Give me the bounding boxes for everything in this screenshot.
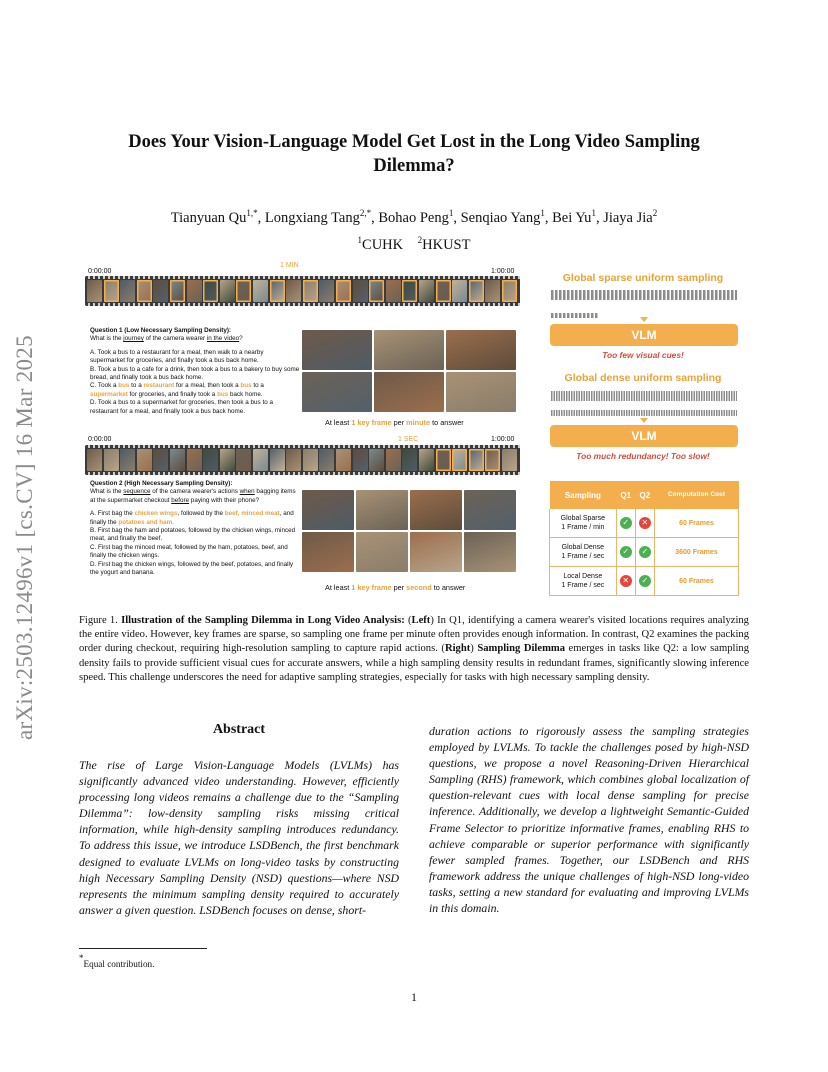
table-row: Global Sparse 1 Frame / min ✓ ✕ 60 Frames — [550, 509, 739, 538]
author-name: Tianyuan $Qu^{1,*}$ — [170, 208, 258, 226]
author-list: Tianyuan $Qu^{1,*}$, Longxiang Tang$^{2,*}$, Bohao Peng$^1$, Senqiao Yang$^1$, Bei Yu$^1$, Jiaya Jia$^2$ — [170, 208, 658, 226]
abstract-right-column: duration actions to rigorously assess the sampling strategies employed by LVLMs. To tackle the challenges posed by high-NSD questions, we propose a novel Reasoning-Driven Hierarchical Sampling (RHS) framework, which combines global localization of question-relevant cues with local dense sampling for precise inference. Additionally, we develop a lightweight Semantic-Guided Frame Selector to prioritize informative frames, enabling RHS to achieve comparable or superior performance with significantly fewer sampled frames. Together, our LSDBench and RHS framework address the unique challenges of high-NSD long-video tasks, setting a new standard for evaluating and improving LVLMs in this domain. — [429, 724, 749, 916]
check-icon: ✓ — [620, 517, 632, 529]
keyframe-photo — [374, 330, 444, 370]
keyframe-photo — [356, 490, 408, 530]
q1-option-c: C. Took a bus to a restaurant for a meal, then took a bus to a supermarket for groceries, and finally took a bus back home. — [90, 382, 264, 398]
dense-warning: Too much redundancy! Too slow! — [576, 451, 710, 461]
q2-heading: Question 2 (High Necessary Sampling Density): — [90, 480, 233, 487]
video-frame — [170, 280, 185, 302]
film-strip-2 — [85, 445, 520, 475]
video-frame — [319, 280, 334, 302]
video-frame — [436, 280, 451, 302]
author-name: Bohao Peng$^1$ — [378, 208, 454, 226]
video-frame — [153, 449, 168, 471]
video-frame — [270, 449, 285, 471]
video-frame — [270, 280, 285, 302]
q2-option-a: A. First bag the chicken wings, followed by the beef, minced meat, and finally the potatoes and ham. — [90, 510, 294, 526]
question-2 — [90, 480, 300, 577]
q1-option-d: D. Took a bus to a supermarket for groceries, then took a bus to a restaurant for a meal, and finally took a bus back home. — [90, 399, 273, 415]
film1-interval: 1 MIN — [280, 262, 299, 269]
q1-prompt: What is the journey of the camera wearer in the video? — [90, 335, 243, 343]
video-frame — [286, 280, 301, 302]
video-frame — [485, 449, 500, 471]
down-arrow-icon — [640, 317, 648, 322]
keyframe-photo — [302, 372, 372, 412]
video-frame — [137, 280, 152, 302]
video-frame — [502, 280, 517, 302]
q2-option-b: B. First bag the ham and potatoes, followed by the chicken wings, minced meat, and finally the beef. — [90, 527, 296, 543]
video-frame — [120, 449, 135, 471]
video-frame — [220, 449, 235, 471]
sparse-warning: Too few visual cues! — [602, 350, 684, 360]
affiliations: $^1$CUHK $^2$HKUST — [357, 235, 471, 253]
film1-end: 1:00:00 — [491, 268, 515, 275]
video-frame — [319, 449, 334, 471]
video-frame — [104, 449, 119, 471]
video-frame — [303, 280, 318, 302]
question-1 — [90, 327, 300, 416]
film2-end: 1:00:00 — [491, 436, 515, 443]
keyframe-photo — [464, 490, 516, 530]
author-name: Jiaya Jia$^2$ — [603, 208, 658, 226]
video-frame — [353, 449, 368, 471]
video-frame — [120, 280, 135, 302]
q2-option-d: D. First bag the chicken wings, followed by the beef, potatoes, and finally the yogurt and banana. — [90, 560, 294, 577]
video-frame — [253, 280, 268, 302]
vlm-box-1: VLM — [550, 324, 738, 346]
keyframe-photo — [302, 490, 354, 530]
affiliation: CUHK — [362, 237, 404, 253]
keyframe-photo — [464, 532, 516, 572]
down-arrow-icon — [640, 418, 648, 423]
q2-prompt: What is the sequence of the camera wearer's actions when bagging items at the supermarket checkout before paying with their phone? — [90, 488, 296, 504]
footnote-rule — [79, 948, 207, 949]
keyframe-photo — [302, 330, 372, 370]
video-frame — [419, 449, 434, 471]
video-frame — [170, 449, 185, 471]
sparse-frames-bar — [551, 290, 737, 300]
video-frame — [336, 280, 351, 302]
q2-option-c: C. First bag the minced meat, followed by the ham, potatoes, beef, and finally the chicken wings. — [90, 543, 288, 560]
video-frame — [353, 280, 368, 302]
sparse-selected-frames — [551, 313, 599, 318]
vlm-box-2: VLM — [550, 425, 738, 447]
keyframe-photo — [410, 490, 462, 530]
q1-option-b: B. Took a bus to a cafe for a drink, then took a bus to a bakery to buy some bread, and finally took a bus back home. — [90, 365, 300, 382]
q1-option-a: A. Took a bus to a restaurant for a meal, then walk to a nearby supermarket for groceries, and finally took a bus back home. — [90, 348, 264, 365]
video-frame — [336, 449, 351, 471]
video-frame — [452, 449, 467, 471]
video-frame — [203, 280, 218, 302]
check-icon: ✓ — [639, 575, 651, 587]
video-frame — [203, 449, 218, 471]
dense-selected-frames — [551, 410, 737, 416]
table-row: Global Dense 1 Frame / sec ✓ ✓ 3600 Frames — [550, 538, 739, 567]
cross-icon: ✕ — [639, 517, 651, 529]
film2-start: 0:00:00 — [88, 436, 112, 443]
sparse-sampling-title: Global sparse uniform sampling — [562, 272, 724, 284]
keyframe-photo — [446, 372, 516, 412]
author-name: Longxiang Tang$^{2,*}$ — [264, 208, 372, 226]
video-frame — [137, 449, 152, 471]
film2-interval: 1 SEC — [398, 436, 419, 443]
video-frame — [286, 449, 301, 471]
figure-caption: Figure 1. Illustration of the Sampling Dilemma in Long Video Analysis: (Left) In Q1, identifying a camera wearer's visited locations requires analyzing the entire video. However, key frames are sparse, so sampling one frame per minute often provides enough information. In contrast, Q2 examines the packing order during checkout, requiring high-resolution sampling to capture rapid actions. (Right) Sampling Dilemma emerges in tasks like Q2: a low sampling density fails to provide sufficient visual cues for accurate answers, while a high sampling density results in redundant frames, significantly slowing inference speed. This challenge underscores the need for adaptive sampling strategies, especially for tasks with high necessary sampling density. — [79, 615, 749, 683]
video-frame — [469, 449, 484, 471]
keyframe-photo — [446, 330, 516, 370]
video-frame — [87, 449, 102, 471]
video-frame — [87, 280, 102, 302]
check-icon: ✓ — [620, 546, 632, 558]
paper-title: Does Your Vision-Language Model Get Lost in the Long Video Sampling Dilemma? — [128, 132, 700, 176]
video-frame — [303, 449, 318, 471]
keyframe-photo — [410, 532, 462, 572]
video-frame — [452, 280, 467, 302]
author-name: Senqiao Yang$^1$ — [460, 208, 545, 226]
video-frame — [402, 449, 417, 471]
video-frame — [402, 280, 417, 302]
footnote: *Equal contribution. — [79, 953, 155, 969]
q1-answer-note: At least 1 key frame per minute to answer — [325, 418, 464, 427]
video-frame — [236, 449, 251, 471]
video-frame — [236, 280, 251, 302]
q2-answer-note: At least 1 key frame per second to answer — [325, 583, 466, 592]
page-number: 1 — [411, 990, 417, 1004]
abstract-heading: Abstract — [212, 722, 266, 737]
author-name: Bei Yu$^1$ — [552, 208, 596, 226]
video-frame — [253, 449, 268, 471]
dense-sampling-title: Global dense uniform sampling — [564, 372, 722, 384]
keyframe-photo — [302, 532, 354, 572]
video-frame — [187, 449, 202, 471]
q2-keyframes — [302, 490, 516, 572]
video-frame — [386, 280, 401, 302]
video-frame — [386, 449, 401, 471]
q1-heading: Question 1 (Low Necessary Sampling Density): — [90, 327, 232, 334]
video-frame — [469, 280, 484, 302]
video-frame — [369, 449, 384, 471]
th-sampling: Sampling — [550, 481, 617, 509]
th-cost: Computation Cost — [654, 481, 738, 509]
video-frame — [220, 280, 235, 302]
abstract-left-column: The rise of Large Vision-Language Models (LVLMs) has significantly advanced video understanding. However, efficiently processing long videos remains a challenge due to the “Sampling Dilemma”: low-density sampling risks missing critical information, while high-density sampling introduces redundancy. To address this issue, we introduce LSDBench, the first benchmark designed to evaluate LVLMs on long-video tasks by constructing high Necessary Sampling Density (NSD) questions—where NSD represents the minimum sampling density required to accurately answer a given question. LSDBench focuses on dense, short- — [79, 758, 399, 917]
q1-keyframes — [302, 330, 516, 412]
video-frame — [502, 449, 517, 471]
th-q2: Q2 — [635, 481, 654, 509]
video-frame — [153, 280, 168, 302]
video-frame — [187, 280, 202, 302]
film-strip-1 — [85, 276, 520, 306]
dense-frames-bar — [551, 391, 737, 401]
video-frame — [485, 280, 500, 302]
arxiv-stamp: arXiv:2503.12496v1 [cs.CV] 16 Mar 2025 — [12, 335, 37, 740]
video-frame — [104, 280, 119, 302]
video-frame — [419, 280, 434, 302]
video-frame — [369, 280, 384, 302]
table-row: Local Dense 1 Frame / sec ✕ ✓ 60 Frames — [550, 567, 739, 596]
keyframe-photo — [356, 532, 408, 572]
cross-icon: ✕ — [620, 575, 632, 587]
th-q1: Q1 — [616, 481, 635, 509]
film1-start: 0:00:00 — [88, 268, 112, 275]
video-frame — [436, 449, 451, 471]
keyframe-photo — [374, 372, 444, 412]
affiliation: HKUST — [422, 237, 471, 253]
check-icon: ✓ — [639, 546, 651, 558]
sampling-comparison-table — [549, 481, 739, 596]
